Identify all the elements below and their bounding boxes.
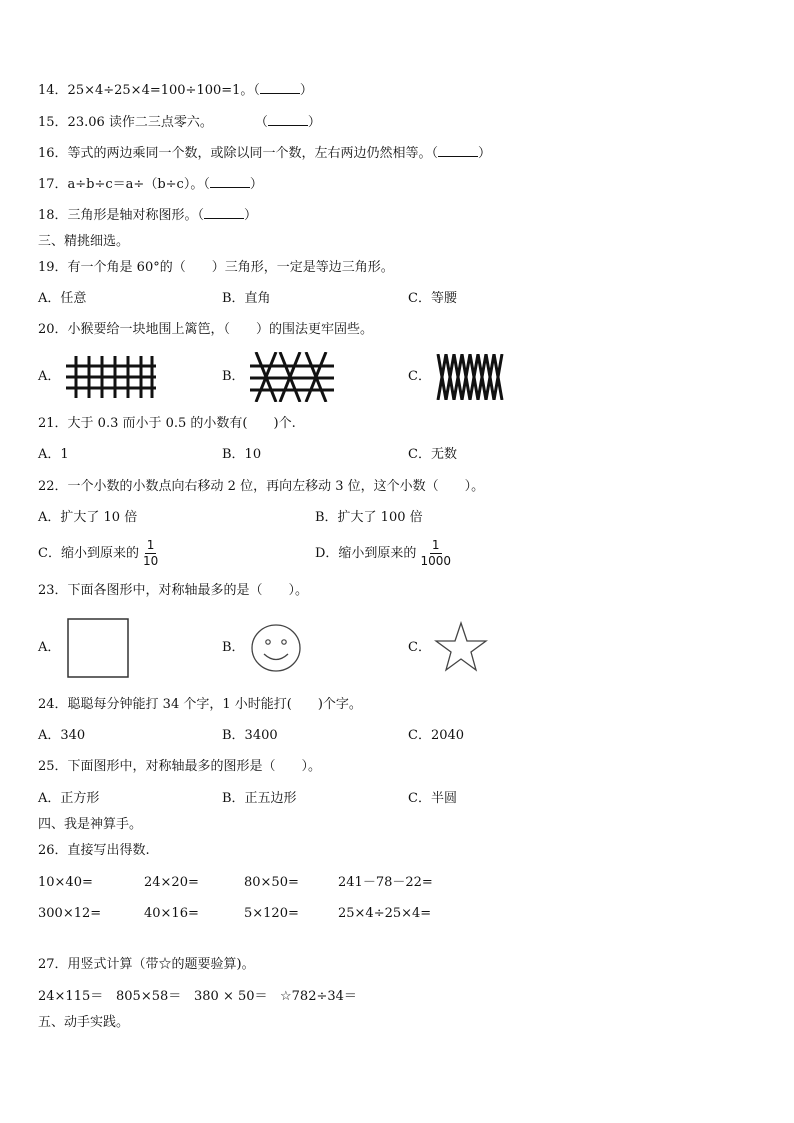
q24-option-a[interactable]: A．340 — [38, 728, 86, 743]
q23-option-c[interactable]: C． — [408, 640, 431, 655]
calc-item: 241－78－22= — [338, 875, 433, 890]
question-14: 14．25×4÷25×4=100÷100=1。（ ） — [38, 83, 313, 98]
q25-option-a[interactable]: A．正方形 — [38, 791, 100, 806]
calc-item: 5×120= — [244, 906, 299, 921]
calc-item: 80×50= — [244, 875, 299, 890]
q21-option-a[interactable]: A．1 — [38, 447, 69, 462]
q20-option-c[interactable]: C． — [408, 369, 431, 384]
calc-item: 40×16= — [144, 906, 199, 921]
section-heading-4: 四、我是神算手。 — [38, 817, 143, 832]
question-20: 20．小猴要给一块地围上篱笆，（ ）的围法更牢固些。 — [38, 322, 374, 337]
question-17: 17．a÷b÷c＝a÷（b÷c）。（ ） — [38, 177, 263, 192]
answer-blank[interactable] — [268, 125, 308, 126]
smiley-face-figure — [250, 623, 302, 673]
q22-option-b[interactable]: B．扩大了 100 倍 — [315, 510, 423, 525]
q25-option-c[interactable]: C．半圆 — [408, 791, 457, 806]
question-21: 21．大于 0.3 而小于 0.5 的小数有( )个. — [38, 416, 296, 431]
star-shape-figure — [434, 621, 488, 673]
q20-option-b[interactable]: B． — [222, 369, 245, 384]
q22-option-c[interactable]: C．缩小到原来的 $\frac{1}{10}$ — [38, 538, 159, 568]
question-26: 26．直接写出得数. — [38, 843, 150, 858]
q19-option-c[interactable]: C．等腰 — [408, 291, 457, 306]
question-24: 24．聪聪每分钟能打 34 个字，1 小时能打( )个字。 — [38, 697, 362, 712]
q21-option-b[interactable]: B．10 — [222, 447, 262, 462]
answer-blank[interactable] — [204, 218, 244, 219]
answer-blank[interactable] — [438, 156, 478, 157]
grid-fence-figure — [66, 356, 156, 398]
calc-item: 25×4÷25×4= — [338, 906, 432, 921]
question-23: 23．下面各图形中，对称轴最多的是（ ）。 — [38, 583, 309, 598]
fraction: $\frac{1}{10}$ — [142, 538, 159, 568]
question-15: 15．23.06 读作二三点零六。 （ ） — [38, 115, 321, 130]
q25-option-b[interactable]: B．正五边形 — [222, 791, 297, 806]
q19-option-a[interactable]: A．任意 — [38, 291, 87, 306]
calc-item: 10×40= — [38, 875, 93, 890]
q17-text: 17．a÷b÷c＝a÷（b÷c）。（ — [38, 177, 210, 192]
calc-item: ☆782÷34＝ — [280, 989, 357, 1004]
q21-option-c[interactable]: C．无数 — [408, 447, 457, 462]
q20-option-a[interactable]: A． — [38, 369, 61, 384]
calc-item: 24×20= — [144, 875, 199, 890]
q16-text: 16．等式的两边乘同一个数，或除以同一个数，左右两边仍然相等。（ — [38, 146, 439, 161]
question-18: 18．三角形是轴对称图形。（ ） — [38, 208, 258, 223]
q22-option-d[interactable]: D．缩小到原来的 $\frac{1}{1000}$ — [315, 538, 451, 568]
question-25: 25．下面图形中，对称轴最多的图形是（ ）。 — [38, 759, 322, 774]
fraction: $\frac{1}{1000}$ — [420, 538, 451, 568]
square-shape-figure — [66, 617, 130, 679]
diamond-fence-figure — [436, 354, 504, 400]
calc-item: 300×12= — [38, 906, 102, 921]
q23-option-a[interactable]: A． — [38, 640, 61, 655]
question-22: 22．一个小数的小数点向右移动 2 位，再向左移动 3 位，这个小数（ ）。 — [38, 479, 485, 494]
calc-item: 24×115＝ — [38, 989, 104, 1004]
q19-option-b[interactable]: B．直角 — [222, 291, 271, 306]
q15-text: 15．23.06 读作二三点零六。 — [38, 115, 213, 130]
section-heading-5: 五、动手实践。 — [38, 1015, 130, 1030]
cross-fence-figure — [250, 352, 334, 402]
calc-item: 805×58＝ — [116, 989, 182, 1004]
q24-option-b[interactable]: B．3400 — [222, 728, 278, 743]
question-27: 27．用竖式计算（带☆的题要验算)。 — [38, 957, 255, 972]
question-19: 19．有一个角是 60°的（ ）三角形，一定是等边三角形。 — [38, 260, 394, 275]
calc-item: 380 × 50＝ — [194, 989, 268, 1004]
q18-text: 18．三角形是轴对称图形。（ — [38, 208, 205, 223]
q24-option-c[interactable]: C．2040 — [408, 728, 465, 743]
q23-option-b[interactable]: B． — [222, 640, 245, 655]
section-heading-3: 三、精挑细选。 — [38, 234, 130, 249]
q22-option-a[interactable]: A．扩大了 10 倍 — [38, 510, 138, 525]
q14-text: 14．25×4÷25×4=100÷100=1。（ — [38, 83, 260, 98]
answer-blank[interactable] — [260, 93, 300, 94]
answer-blank[interactable] — [210, 187, 250, 188]
question-16: 16．等式的两边乘同一个数，或除以同一个数，左右两边仍然相等。（ ） — [38, 146, 492, 161]
